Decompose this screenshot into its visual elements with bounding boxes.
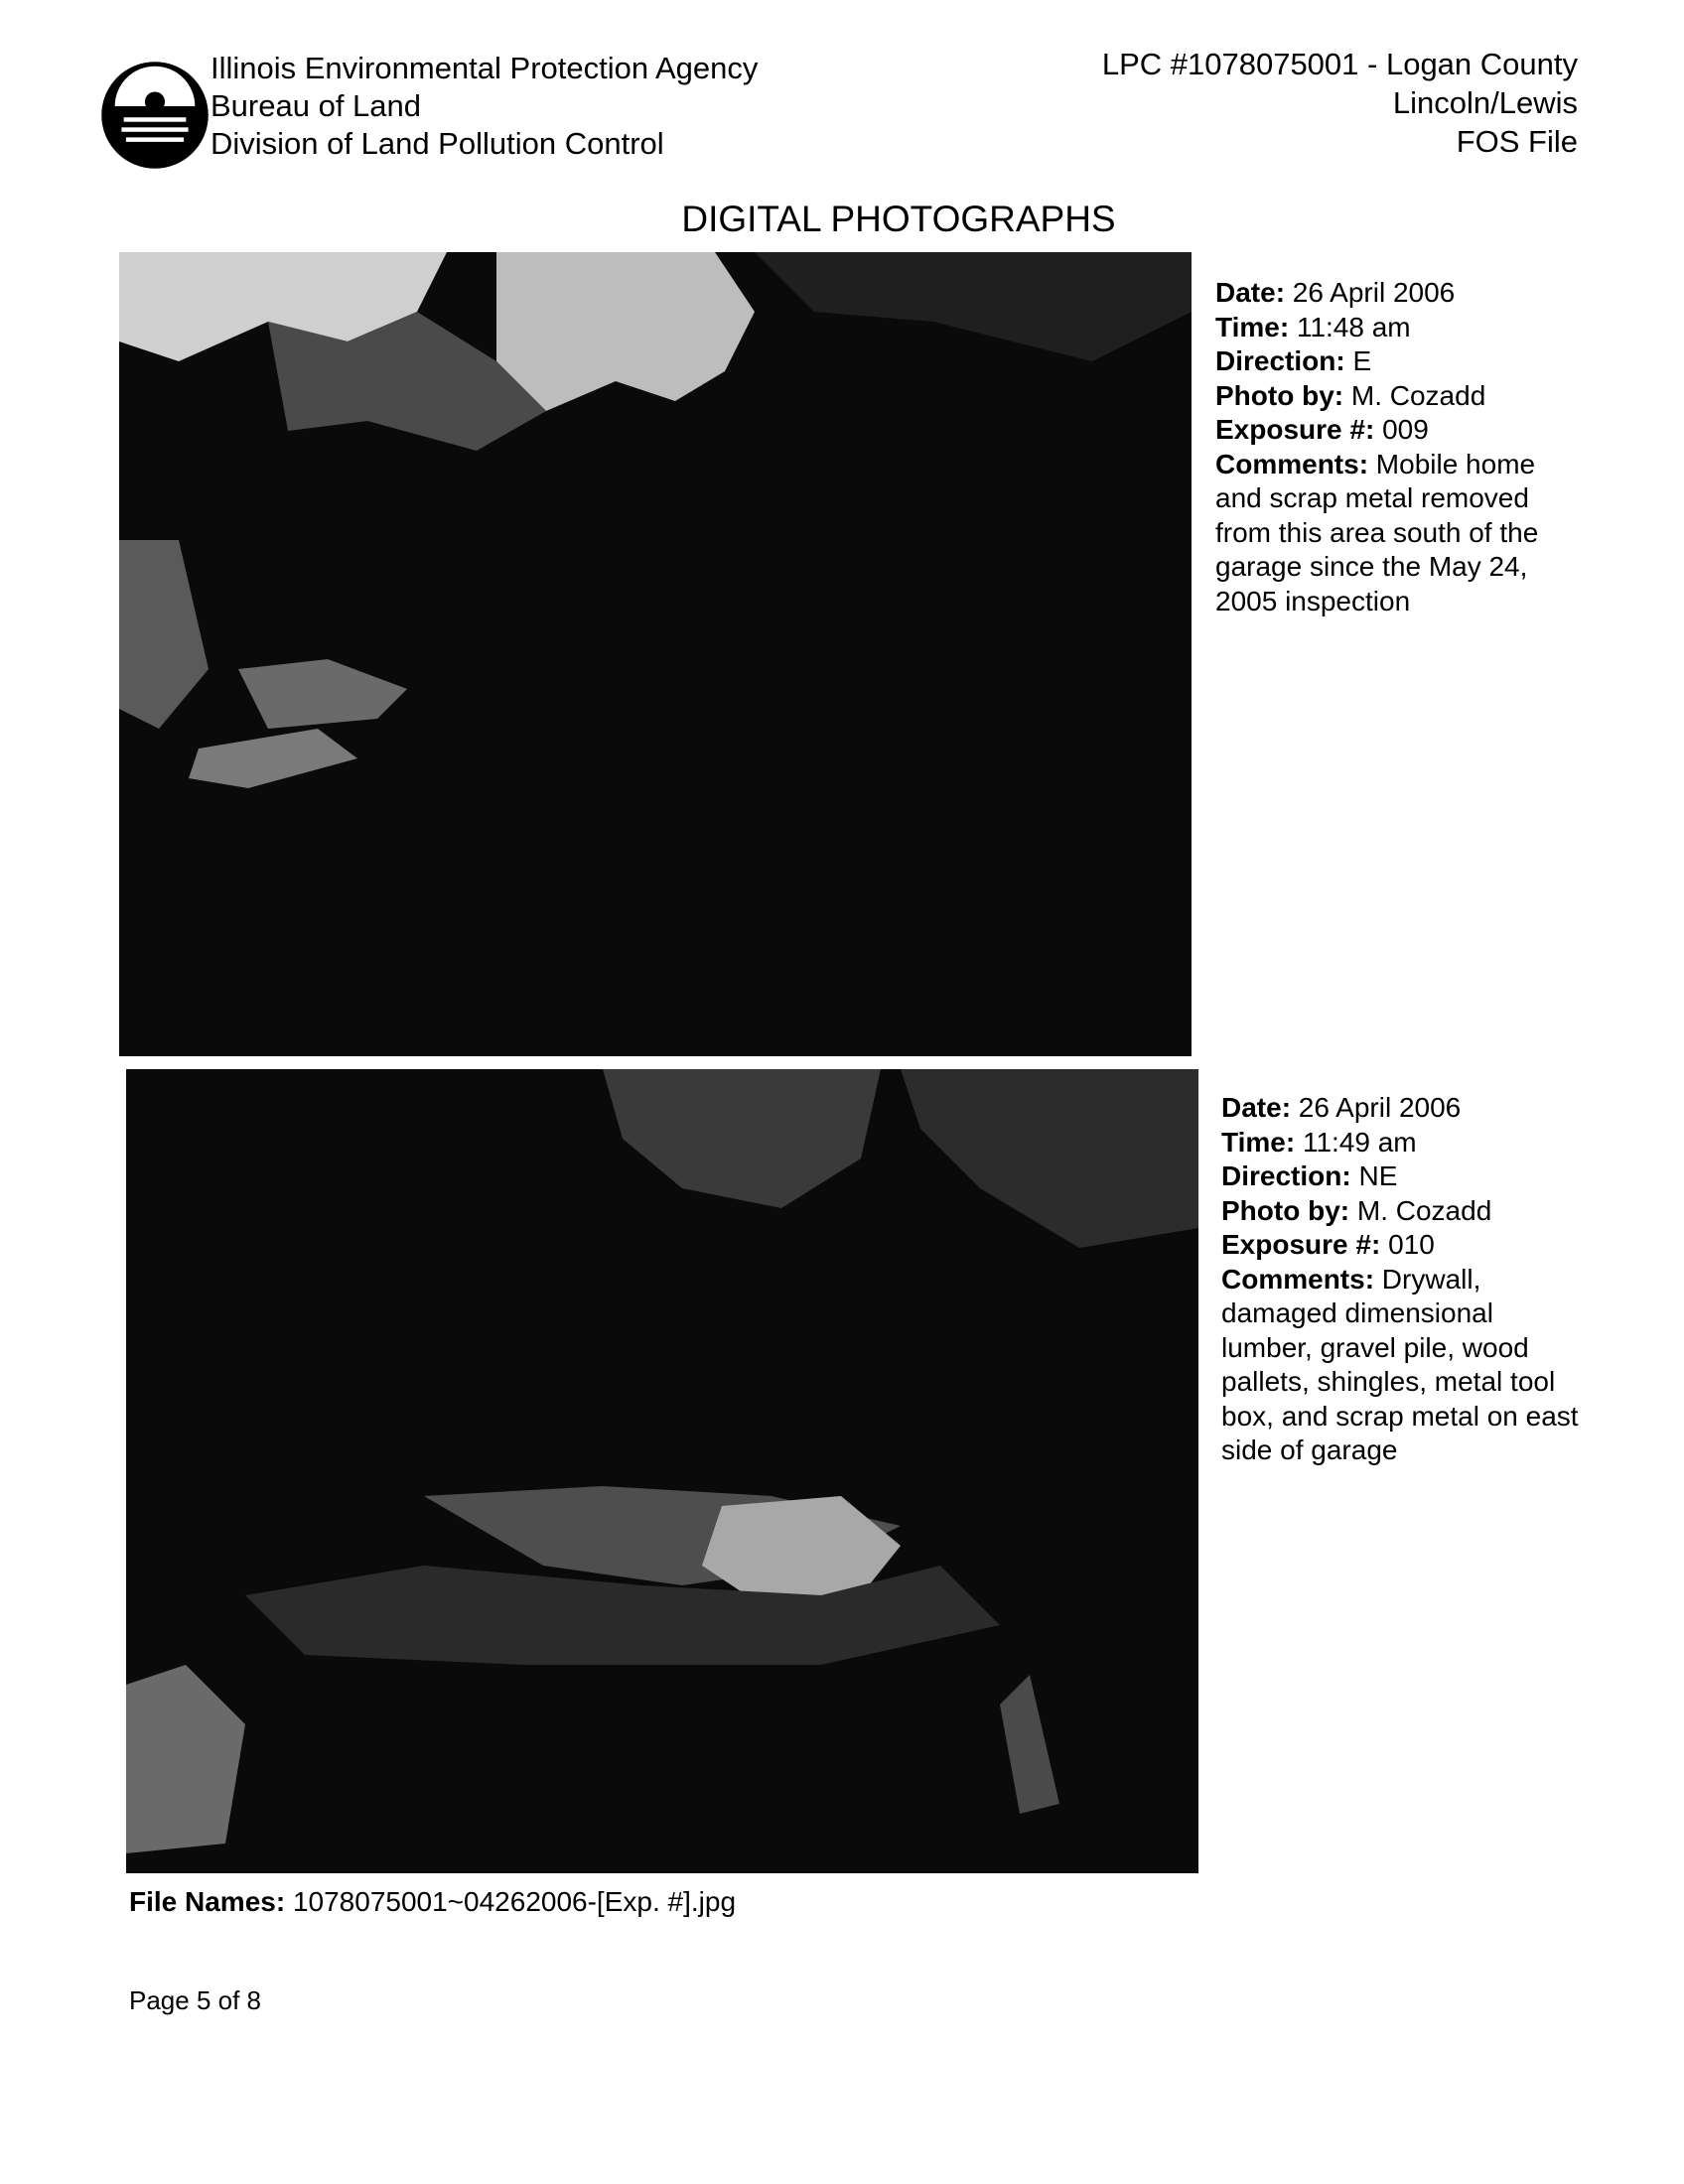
lpc-number: LPC #1078075001 - Logan County xyxy=(1101,47,1578,81)
photo-by-row: Photo by: M. Cozadd xyxy=(1215,379,1486,411)
bureau-line: Bureau of Land xyxy=(210,88,422,123)
file-type: FOS File xyxy=(1456,124,1578,159)
page-number: Page 5 of 8 xyxy=(129,1985,261,2015)
file-reference xyxy=(1102,45,1578,161)
time-row: Time: 11:49 am xyxy=(1221,1126,1417,1158)
division-line: Division of Land Pollution Control xyxy=(210,126,664,161)
photo-2-caption xyxy=(1221,1091,1579,1468)
direction-row: Direction: NE xyxy=(1221,1160,1398,1191)
agency-name xyxy=(210,50,758,163)
date-row: Date: 26 April 2006 xyxy=(1215,277,1456,308)
photo-2 xyxy=(126,1069,1198,1873)
time-row: Time: 11:48 am xyxy=(1215,311,1411,342)
agency-line: Illinois Environmental Protection Agency xyxy=(210,51,759,85)
photo-1-caption xyxy=(1215,276,1573,618)
photo-by-row: Photo by: M. Cozadd xyxy=(1221,1194,1492,1226)
direction-row: Direction: E xyxy=(1215,345,1372,376)
file-names-value: 1078075001~04262006-[Exp. #].jpg xyxy=(292,1886,737,1917)
comments-row: Comments: Mobile home and scrap metal removed from this area south of the garage since the May 24, 2005 inspection xyxy=(1215,448,1539,616)
date-row: Date: 26 April 2006 xyxy=(1221,1092,1462,1123)
location: Lincoln/Lewis xyxy=(1392,85,1578,120)
file-names-label: File Names: xyxy=(129,1886,286,1917)
comments-row: Comments: Drywall, damaged dimensional lumber, gravel pile, wood pallets, shingles, metal tool box, and scrap metal on east side of garage xyxy=(1221,1263,1579,1465)
page-title: DIGITAL PHOTOGRAPHS xyxy=(681,199,1116,239)
photo-1 xyxy=(119,252,1192,1056)
illinois-epa-logo xyxy=(99,60,210,171)
file-names xyxy=(129,1886,736,1918)
exposure-row: Exposure #: 009 xyxy=(1215,414,1429,445)
exposure-row: Exposure #: 010 xyxy=(1221,1229,1435,1260)
